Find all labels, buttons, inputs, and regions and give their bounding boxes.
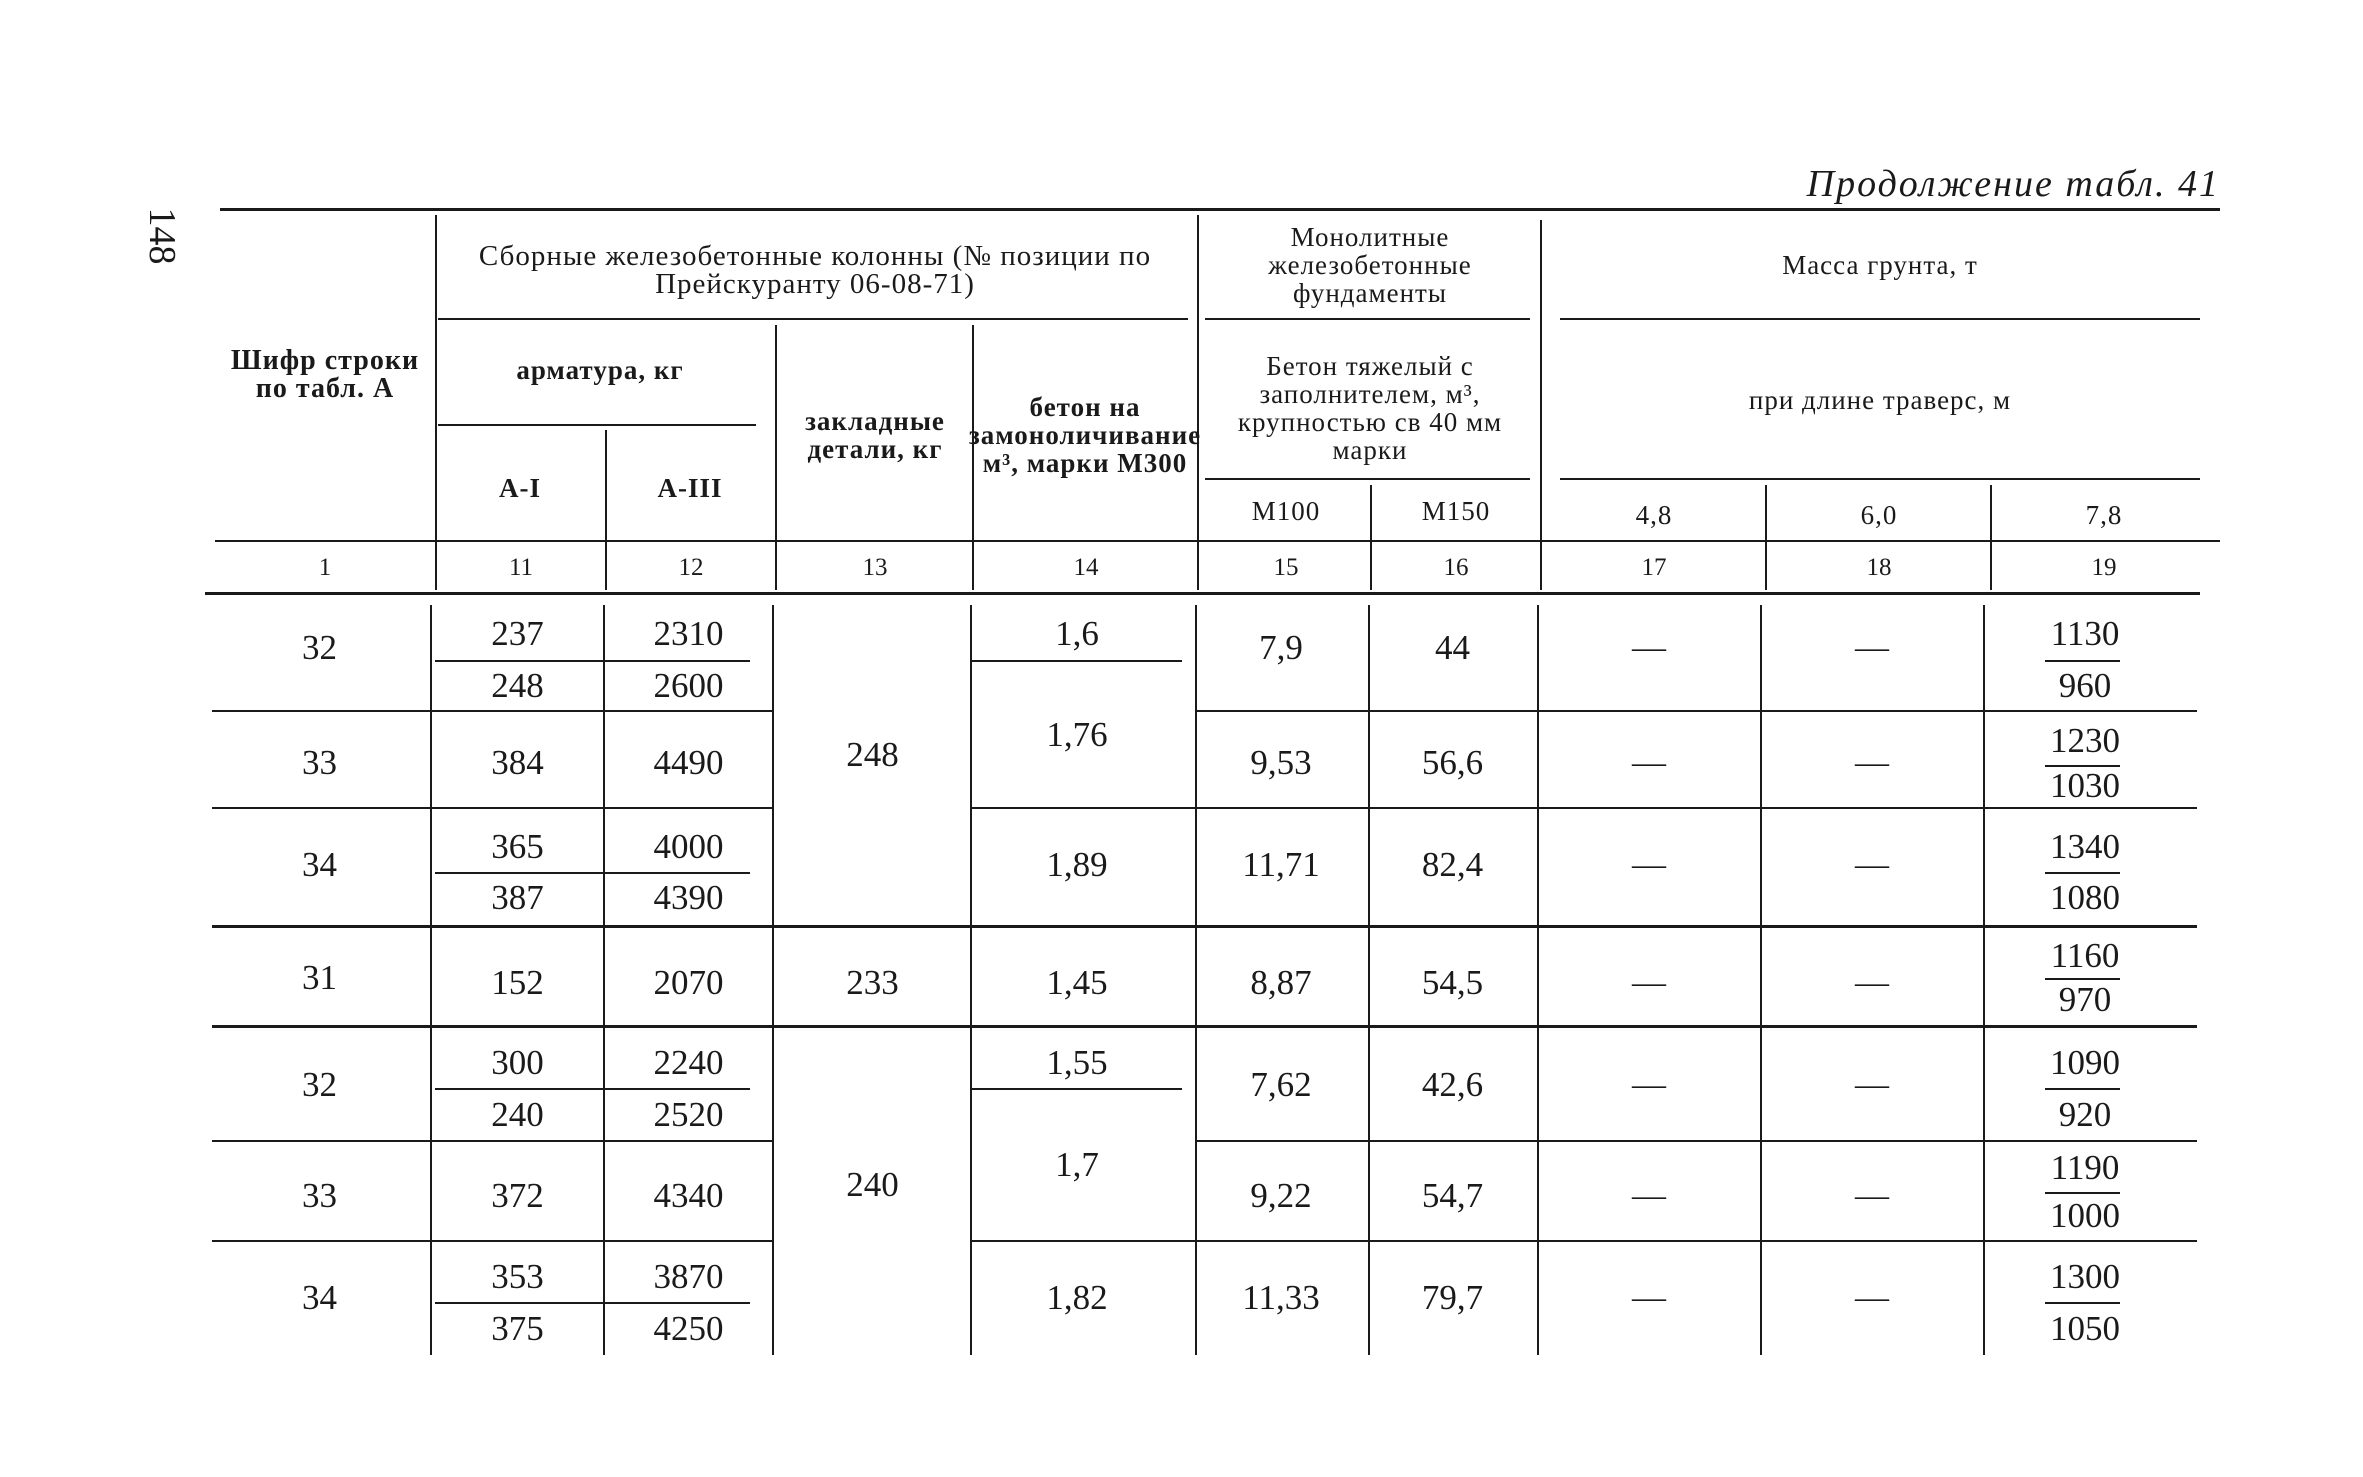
vline-6 (1370, 485, 1372, 590)
body-vline-2 (603, 605, 605, 1355)
row6-col18: — (1855, 1176, 1889, 1214)
rule-under-mono-group (1205, 318, 1530, 320)
row3-m100: 11,71 (1242, 845, 1320, 884)
row5-a1-bottom: 240 (491, 1094, 544, 1134)
row7-col19-bottom: 1050 (2050, 1308, 2120, 1348)
row5-col19-top: 1090 (2050, 1043, 2120, 1082)
row5-col18: — (1855, 1066, 1889, 1103)
split-line-r7-arm (435, 1302, 750, 1304)
row5-a3-bottom: 2520 (653, 1094, 724, 1134)
header-traverse: при длине траверс, м (1748, 385, 2012, 415)
row3-a1-top: 365 (491, 826, 544, 866)
row1-col18: — (1855, 628, 1889, 666)
row5-m150: 42,6 (1421, 1065, 1484, 1104)
group-rule-1 (212, 925, 2197, 928)
row5-col19-bottom: 920 (2058, 1094, 2112, 1134)
row-rule-2b (970, 807, 2197, 809)
rule-above-col-numbers (215, 540, 2220, 542)
row-rule-6a (212, 1240, 772, 1242)
row7-a3-top: 3870 (653, 1257, 724, 1296)
row6-a1: 372 (491, 1175, 544, 1215)
row5-m100: 7,62 (1250, 1065, 1312, 1104)
colnum-12: 12 (678, 554, 704, 581)
colnum-14: 14 (1073, 554, 1099, 581)
row6-m100: 9,22 (1250, 1175, 1312, 1215)
header-m150: М150 (1421, 495, 1491, 526)
header-len-6-0: 6,0 (1860, 499, 1898, 530)
row-rule-1a (212, 710, 772, 712)
body-vline-1 (430, 605, 432, 1355)
row7-a3-bottom: 4250 (653, 1308, 724, 1348)
vline-7 (1540, 220, 1542, 590)
row5-conc: 1,55 (1046, 1043, 1108, 1082)
colnum-18: 18 (1866, 554, 1892, 581)
row2-col17: — (1632, 743, 1666, 781)
header-soil-group: Масса грунта, т (1782, 250, 1978, 280)
colnum-17: 17 (1641, 554, 1667, 581)
row4-code: 31 (302, 957, 337, 997)
vline-2 (605, 430, 607, 590)
row2-code: 33 (302, 742, 337, 782)
colnum-15: 15 (1273, 554, 1299, 581)
header-concrete-fill: бетон на замоноличивание м³, марки М300 (968, 392, 1202, 478)
row1-col19-top: 1130 (2050, 614, 2120, 653)
row3-a1-bottom: 387 (491, 877, 544, 917)
header-heavy-concrete: Бетон тяжелый с заполнителем, м³, крупностью св 40 мм марки (1237, 350, 1503, 465)
row5-code: 32 (302, 1065, 337, 1104)
row3-col19-top: 1340 (2050, 826, 2120, 866)
body-vline-8 (1760, 605, 1762, 1355)
row3-conc: 1,89 (1046, 845, 1108, 884)
row1-col19-bottom: 960 (2058, 665, 2112, 705)
rule-under-traverse (1560, 478, 2200, 480)
row3-col19-bottom: 1080 (2050, 877, 2120, 917)
colnum-19: 19 (2091, 554, 2117, 581)
row2-col18: — (1855, 743, 1889, 781)
header-len-7-8: 7,8 (2085, 499, 2123, 530)
header-len-4-8: 4,8 (1635, 499, 1673, 530)
body-vline-3 (772, 605, 774, 1355)
header-code: Шифр строки по табл. А (230, 345, 420, 404)
fraction-bar-r7 (2045, 1302, 2120, 1304)
row5-col17: — (1632, 1066, 1666, 1103)
row5-a1-top: 300 (491, 1043, 544, 1082)
row2-a1: 384 (491, 742, 544, 782)
table-top-rule (220, 208, 2220, 211)
row6-m150: 54,7 (1421, 1175, 1484, 1215)
colnum-11: 11 (508, 554, 534, 581)
row4-col17: — (1632, 963, 1666, 1001)
row1-a3-top: 2310 (653, 614, 724, 653)
row2-a3: 4490 (653, 742, 724, 782)
fraction-bar-r1 (2045, 660, 2120, 662)
row1-col17: — (1632, 628, 1666, 666)
row6-col19-bottom: 1000 (2050, 1196, 2120, 1235)
colnum-13: 13 (862, 554, 888, 581)
row4-a3: 2070 (653, 962, 724, 1002)
vline-3 (775, 325, 777, 590)
row7-col18: — (1855, 1278, 1889, 1316)
rule-under-heavy-concrete (1205, 478, 1530, 480)
rule-under-armature (438, 424, 756, 426)
row3-a3-top: 4000 (653, 826, 724, 866)
row7-col19-top: 1300 (2050, 1257, 2120, 1296)
row6-conc: 1,7 (1055, 1145, 1099, 1184)
row1-a1-top: 237 (491, 614, 544, 653)
split-line-r3-arm (435, 872, 750, 874)
header-armature: арматура, кг (516, 355, 684, 385)
vline-9 (1990, 485, 1992, 590)
row3-m150: 82,4 (1421, 845, 1484, 884)
row4-col19-top: 1160 (2050, 936, 2120, 975)
row6-col19-top: 1190 (2050, 1148, 2120, 1187)
row4-a1: 152 (491, 962, 544, 1002)
row3-col17: — (1632, 846, 1666, 883)
rule-under-soil-group (1560, 318, 2200, 320)
colnum-1: 1 (318, 554, 332, 581)
fraction-bar-r6 (2045, 1192, 2120, 1194)
row-rule-5b (1197, 1140, 2197, 1142)
embedded-group-2: 233 (846, 962, 899, 1002)
split-line-r1-conc (972, 660, 1182, 662)
row3-code: 34 (302, 845, 337, 884)
vline-8 (1765, 485, 1767, 590)
row7-a1-bottom: 375 (491, 1308, 544, 1348)
header-columns-group: Сборные железобетонные колонны (№ позиции по Прейскуранту 06-08-71) (478, 240, 1152, 300)
row-rule-2a (212, 807, 772, 809)
rule-under-columns-group (438, 318, 1188, 320)
row4-m100: 8,87 (1250, 962, 1312, 1002)
row5-a3-top: 2240 (653, 1043, 724, 1082)
row1-m150: 44 (1435, 627, 1470, 667)
row1-a1-bottom: 248 (491, 665, 544, 705)
row7-a1-top: 353 (491, 1257, 544, 1296)
group-rule-2 (212, 1025, 2197, 1028)
row7-m150: 79,7 (1421, 1277, 1484, 1317)
row2-m150: 56,6 (1421, 742, 1484, 782)
fraction-bar-r5 (2045, 1088, 2120, 1090)
embedded-group-1: 248 (846, 735, 899, 774)
row4-col18: — (1855, 963, 1889, 1001)
header-m100: М100 (1251, 495, 1321, 526)
row6-code: 33 (302, 1175, 337, 1215)
colnum-16: 16 (1443, 554, 1469, 581)
row6-a3: 4340 (653, 1175, 724, 1215)
row2-col19-bottom: 1030 (2050, 766, 2120, 805)
row4-conc: 1,45 (1046, 962, 1108, 1002)
row3-a3-bottom: 4390 (653, 877, 724, 917)
row7-col17: — (1632, 1278, 1666, 1316)
row-rule-1b (1197, 710, 2197, 712)
row-rule-5a (212, 1140, 772, 1142)
rule-below-col-numbers (205, 592, 2200, 595)
header-a3: А-III (657, 472, 723, 503)
header-mono-group: Монолитные железобетонные фундаменты (1268, 222, 1472, 308)
row6-col17: — (1632, 1176, 1666, 1214)
header-embedded: закладные детали, кг (805, 406, 945, 464)
row7-m100: 11,33 (1242, 1277, 1320, 1317)
split-line-r5-conc (972, 1088, 1182, 1090)
row1-code: 32 (302, 627, 337, 667)
page-number: 148 (141, 207, 183, 265)
table-continuation-caption: Продолжение табл. 41 (1806, 163, 2220, 205)
split-line-r5-arm (435, 1088, 750, 1090)
row2-col19-top: 1230 (2050, 720, 2120, 760)
row-rule-6b (970, 1240, 2197, 1242)
row1-conc: 1,6 (1055, 614, 1099, 653)
row4-m150: 54,5 (1421, 962, 1484, 1002)
row1-a3-bottom: 2600 (653, 665, 724, 705)
row4-col19-bottom: 970 (2058, 980, 2112, 1019)
embedded-group-3: 240 (846, 1165, 899, 1204)
row2-m100: 9,53 (1250, 742, 1312, 782)
header-a1: А-I (499, 472, 541, 503)
row3-col18: — (1855, 846, 1889, 883)
row7-code: 34 (302, 1277, 337, 1317)
body-vline-7 (1537, 605, 1539, 1355)
split-line-r1-arm (435, 660, 750, 662)
row1-m100: 7,9 (1259, 627, 1303, 667)
row7-conc: 1,82 (1046, 1277, 1108, 1317)
vline-1 (435, 215, 437, 590)
row2-conc: 1,76 (1046, 715, 1108, 754)
fraction-bar-r3 (2045, 872, 2120, 874)
